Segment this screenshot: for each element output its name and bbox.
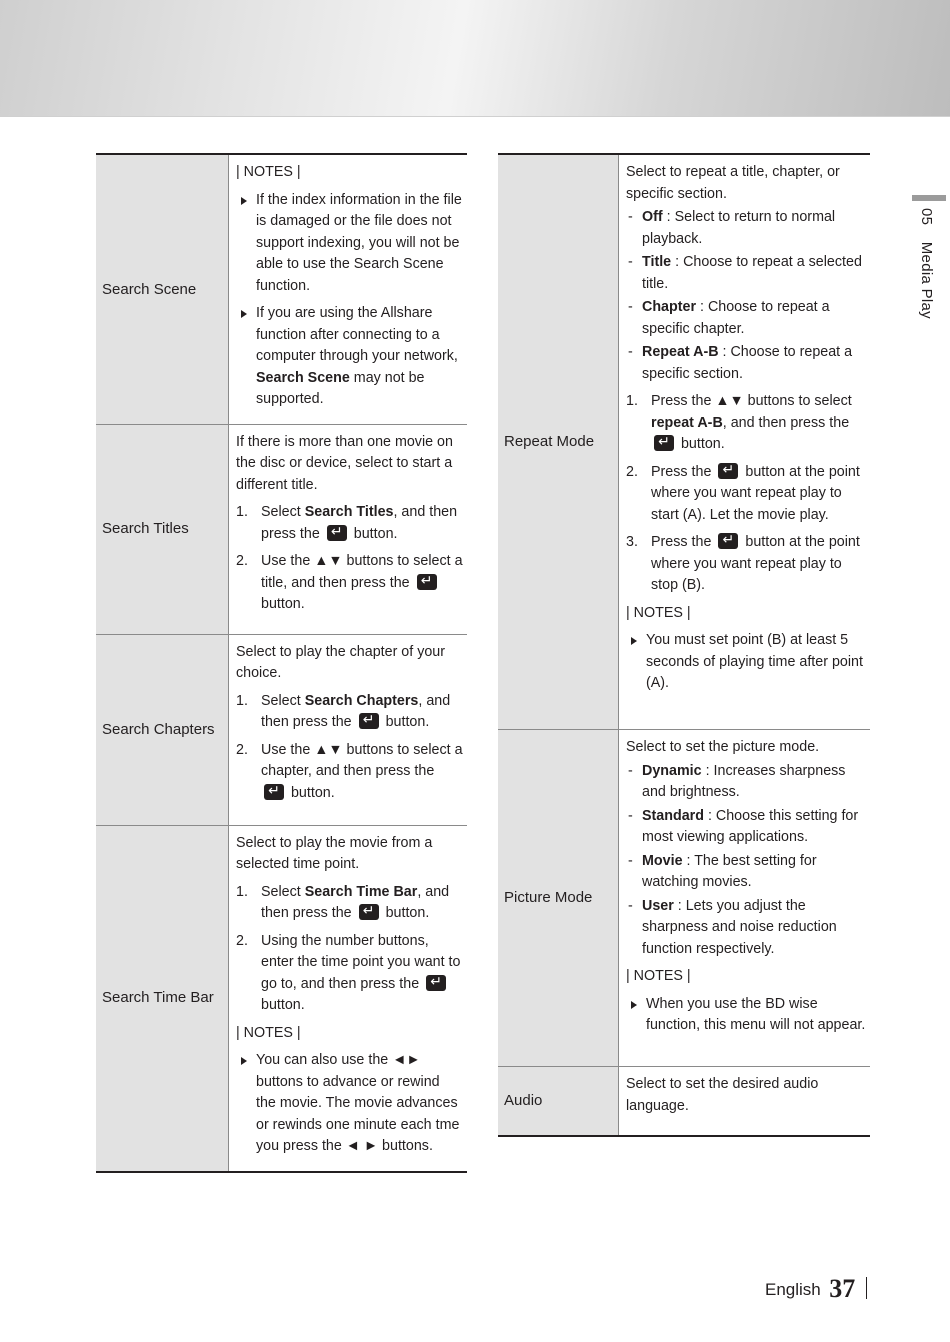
step-item: 1. Select Search Chapters, and then press the ↵ button. [236, 691, 463, 734]
option-item: - Repeat A-B : Choose to repeat a specific section. [626, 342, 866, 385]
row-label-picture-mode: Picture Mode [498, 730, 619, 1067]
row-intro: Select to play the chapter of your choice. [236, 643, 446, 681]
left-settings-table [96, 153, 467, 1173]
enter-button-icon [359, 904, 379, 920]
row-desc-search-time-bar [229, 825, 468, 1172]
option-item: - Dynamic : Increases sharpness and brightness. [626, 761, 866, 804]
note-item: When you use the BD wise function, this menu will not appear. [626, 994, 866, 1037]
enter-button-icon [654, 435, 674, 451]
table-row [498, 1067, 870, 1137]
table-row [96, 825, 467, 1172]
right-settings-table [498, 153, 870, 1137]
option-item: - Off : Select to return to normal playback. [626, 207, 866, 250]
option-item: - Movie : The best setting for watching movies. [626, 851, 866, 894]
row-label-search-scene: Search Scene [96, 154, 229, 424]
steps-list [236, 502, 463, 616]
table-row [96, 154, 467, 424]
notes-list [236, 1050, 463, 1158]
options-list [626, 761, 866, 961]
enter-button-icon [417, 574, 437, 590]
step-item: 2. Use the ▲▼ buttons to select a title, and then press the ↵ button. [236, 551, 463, 616]
notes-title: | NOTES | [236, 1024, 301, 1041]
option-item: - Title : Choose to repeat a selected title. [626, 252, 866, 295]
enter-button-icon [718, 533, 738, 549]
enter-button-icon [264, 784, 284, 800]
notes-title: | NOTES | [626, 968, 691, 984]
enter-button-icon [327, 525, 347, 541]
row-label-repeat-mode: Repeat Mode [498, 154, 619, 730]
header-gradient-band [0, 0, 950, 117]
row-desc-picture-mode [619, 730, 871, 1067]
footer-divider [866, 1277, 867, 1299]
notes-list [236, 190, 463, 411]
option-item: - User : Lets you adjust the sharpness and noise reduction function respectively. [626, 896, 866, 961]
row-intro: Select to set the desired audio language. [626, 1076, 819, 1114]
page-footer [765, 1274, 885, 1304]
row-intro: If there is more than one movie on the disc or device, select to start a different title. [236, 433, 453, 493]
table-row [96, 424, 467, 634]
chapter-tab-marker [912, 195, 946, 201]
options-list [626, 207, 866, 385]
option-item: - Standard : Choose this setting for most viewing applications. [626, 806, 866, 849]
row-desc-search-scene [229, 154, 468, 424]
table-row [498, 154, 870, 730]
option-item: - Chapter : Choose to repeat a specific chapter. [626, 297, 866, 340]
step-item: 2. Using the number buttons, enter the time point you want to go to, and then press the ↵ button. [236, 931, 463, 1017]
row-label-search-chapters: Search Chapters [96, 634, 229, 825]
step-item: 1. Select Search Titles, and then press the ↵ button. [236, 502, 463, 545]
note-item: You must set point (B) at least 5 seconds of playing time after point (A). [626, 630, 866, 695]
enter-button-icon [718, 463, 738, 479]
table-row [498, 730, 870, 1067]
row-desc-search-chapters [229, 634, 468, 825]
enter-button-icon [359, 713, 379, 729]
row-desc-audio [619, 1067, 871, 1137]
enter-button-icon [426, 975, 446, 991]
steps-list [236, 691, 463, 805]
step-item: 2. Use the ▲▼ buttons to select a chapter, and then press the ↵ button. [236, 740, 463, 805]
step-item: 2. Press the ↵ button at the point where you want repeat play to start (A). Let the movie play. [626, 462, 866, 527]
note-item: If you are using the Allshare function after connecting to a computer through your network, Search Scene may not be supported. [236, 303, 463, 411]
row-intro: Select to repeat a title, chapter, or specific section. [626, 164, 840, 202]
notes-title: | NOTES | [236, 164, 301, 180]
steps-list [626, 391, 866, 597]
row-label-search-time-bar: Search Time Bar [96, 825, 229, 1172]
table-row [96, 634, 467, 825]
row-desc-repeat-mode [619, 154, 871, 730]
step-item: 3. Press the ↵ button at the point where you want repeat play to stop (B). [626, 532, 866, 597]
page-number: 37 [829, 1274, 856, 1303]
step-item: 1. Press the ▲▼ buttons to select repeat A-B, and then press the ↵ button. [626, 391, 866, 456]
notes-title: | NOTES | [626, 604, 691, 621]
chapter-title: Media Play [918, 241, 935, 319]
steps-list [236, 882, 463, 1017]
notes-list [626, 994, 866, 1037]
row-intro: Select to set the picture mode. [626, 739, 820, 755]
chapter-side-label [918, 208, 935, 319]
row-label-audio: Audio [498, 1067, 619, 1137]
note-item: If the index information in the file is damaged or the file does not support indexing, you will not be able to use the Search Scene function. [236, 190, 463, 298]
row-desc-search-titles [229, 424, 468, 634]
footer-language: English [765, 1280, 821, 1299]
row-label-search-titles: Search Titles [96, 424, 229, 634]
notes-list [626, 630, 866, 695]
note-item: You can also use the ◄► buttons to advance or rewind the movie. The movie advances or rewinds one minute each tme you press the ◄ ► buttons. [236, 1050, 463, 1158]
row-intro: Select to play the movie from a selected time point. [236, 834, 433, 872]
chapter-number: 05 [918, 208, 935, 226]
step-item: 1. Select Search Time Bar, and then press the ↵ button. [236, 882, 463, 925]
